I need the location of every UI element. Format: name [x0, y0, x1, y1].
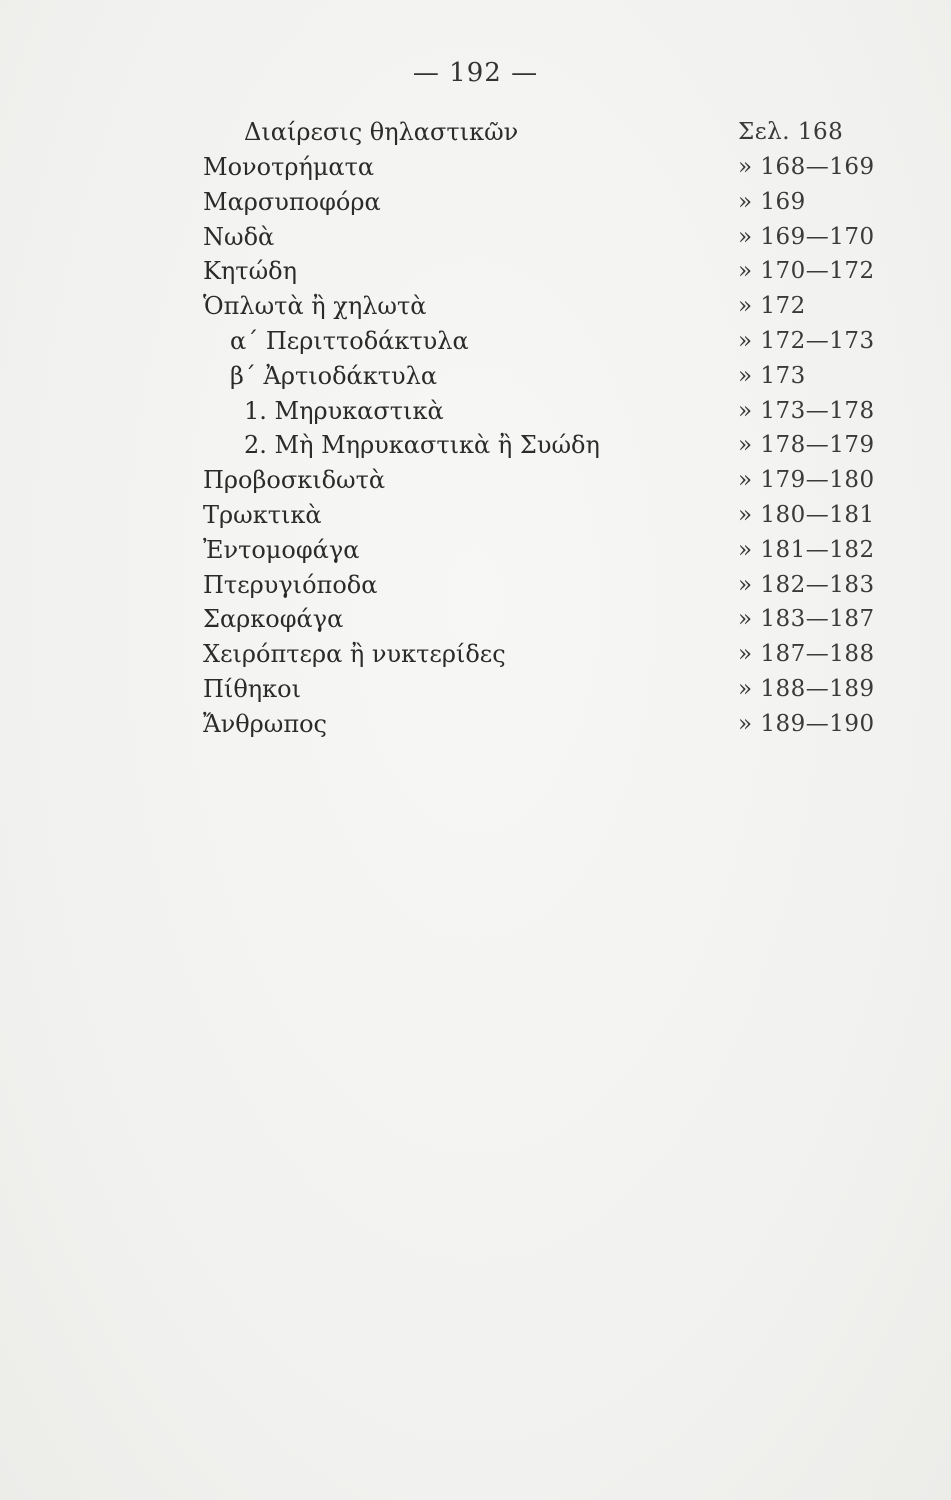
toc-entry	[0, 428, 951, 462]
toc-entry-pages: » 182—183	[738, 572, 875, 598]
toc-entry-title: β΄ Ἀρτιοδάκτυλα	[230, 362, 438, 390]
toc-entry	[0, 394, 951, 428]
toc-entry	[0, 150, 951, 184]
toc-entry	[0, 220, 951, 254]
toc-entry-pages: » 180—181	[738, 502, 875, 528]
toc-entry-pages: » 179—180	[738, 467, 875, 493]
toc-entry	[0, 533, 951, 567]
toc-entry-title: Ἄνθρωπος	[203, 710, 327, 738]
toc-entry-pages: » 189—190	[738, 711, 875, 737]
toc-entry-pages: » 173—178	[738, 398, 875, 424]
toc-entry-pages: » 173	[738, 363, 806, 389]
toc-entry-pages: » 172—173	[738, 328, 875, 354]
toc-entry-title: Πίθηκοι	[203, 675, 302, 703]
toc-entry-title: Τρωκτικὰ	[203, 501, 322, 529]
toc-entry-pages: Σελ. 168	[738, 119, 844, 145]
toc-entry-pages: » 170—172	[738, 258, 875, 284]
toc-entry-pages: » 183—187	[738, 606, 875, 632]
toc-entry-title: Ἐντομοφάγα	[203, 536, 360, 564]
toc-entry-pages: » 169—170	[738, 224, 875, 250]
toc-entry-pages: » 169	[738, 189, 806, 215]
toc-entry	[0, 185, 951, 219]
toc-entry	[0, 115, 951, 149]
toc-entry-title: Ὁπλωτὰ ἢ χηλωτὰ	[203, 292, 427, 320]
toc-entry-title: Διαίρεσις θηλαστικῶν	[244, 118, 519, 146]
toc-entry	[0, 463, 951, 497]
toc-entry-title: Μαρσυποφόρα	[203, 188, 381, 216]
toc-entry	[0, 324, 951, 358]
toc-entry-title: Μονοτρήματα	[203, 153, 375, 181]
toc-entry-title: 2. Μὴ Μηρυκαστικὰ ἢ Συώδη	[244, 431, 600, 459]
toc-entry-title: α΄ Περιττοδάκτυλα	[230, 327, 469, 355]
toc-entry	[0, 672, 951, 706]
toc-entry	[0, 707, 951, 741]
toc-entry-title: Χειρόπτερα ἢ νυκτερίδες	[203, 640, 506, 668]
toc-entry-pages: » 172	[738, 293, 806, 319]
toc-entry-pages: » 181—182	[738, 537, 875, 563]
page-number: — 192 —	[412, 58, 539, 88]
toc-entry	[0, 289, 951, 323]
toc-entry-title: Προβοσκιδωτὰ	[203, 466, 386, 494]
toc-entry-pages: » 187—188	[738, 641, 875, 667]
toc-entry-title: 1. Μηρυκαστικὰ	[244, 397, 444, 425]
toc-entry	[0, 359, 951, 393]
toc-entry	[0, 637, 951, 671]
toc-entry-title: Σαρκοφάγα	[203, 605, 344, 633]
toc-entry	[0, 602, 951, 636]
toc-entry-title: Πτερυγιόποδα	[203, 571, 378, 599]
toc-entry-title: Νωδὰ	[203, 223, 275, 251]
toc-entry-pages: » 168—169	[738, 154, 875, 180]
toc-entry	[0, 254, 951, 288]
toc-entry-pages: » 188—189	[738, 676, 875, 702]
toc-entry	[0, 568, 951, 602]
toc-entry-title: Κητώδη	[203, 257, 297, 285]
toc-entry	[0, 498, 951, 532]
toc-entry-pages: » 178—179	[738, 432, 875, 458]
